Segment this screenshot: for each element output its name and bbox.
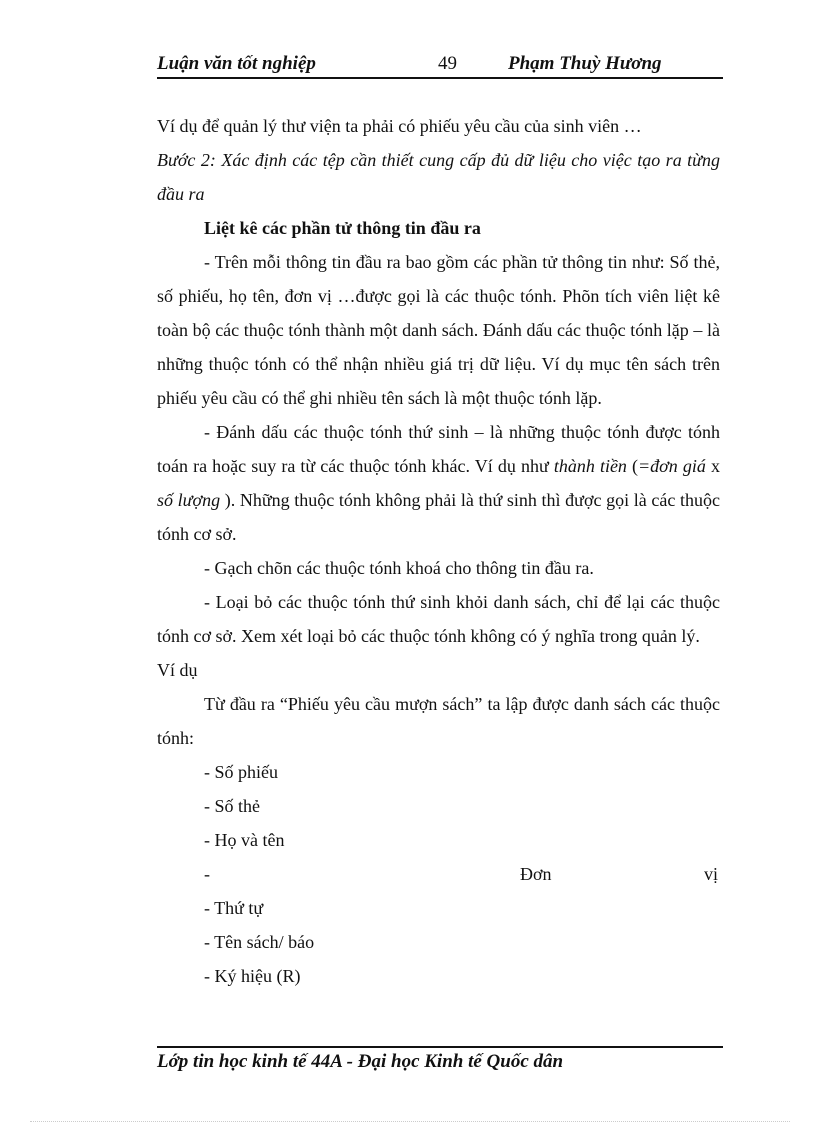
section-heading: Liệt kê các phần tử thông tin đầu ra — [204, 218, 481, 238]
page-header — [157, 52, 723, 78]
list-word-vi: vị — [703, 864, 718, 884]
p4-text-1: - Đánh dấu các thuộc tónh thứ sinh – là những thuộc tónh được tónh toán ra hoặc suy ra từ các thuộc tónh khác. Ví dụ như — [157, 422, 720, 476]
step-2-paragraph: Bước 2: Xác định các tệp cần thiết cung cấp đủ dữ liệu cho việc tạo ra từng đầu ra — [157, 150, 720, 204]
paragraph-example: Từ đầu ra “Phiếu yêu cầu mượn sách” ta lập được danh sách các thuộc tónh: — [157, 694, 720, 748]
list-item: - Thứ tự — [204, 898, 264, 918]
p4-emphasis-1: thành tiền — [553, 456, 627, 476]
header-title: Luận văn tốt nghiệp — [157, 53, 316, 74]
page-footer: Lớp tin học kinh tế 44A - Đại học Kinh tế Quốc dân — [157, 1051, 564, 1072]
page-edge-dotted-line — [30, 1121, 790, 1122]
list-item: - Số phiếu — [204, 762, 278, 782]
list-item: - Số thẻ — [204, 796, 260, 816]
example-label: Ví dụ — [157, 660, 198, 680]
list-item: - Tên sách/ báo — [204, 932, 315, 952]
p4-text-2: ( — [626, 456, 639, 476]
list-item: - Ký hiệu (R) — [204, 966, 301, 986]
footer-rule — [157, 1046, 723, 1048]
list-dash: - — [204, 864, 210, 884]
paragraph-attributes: - Trên mỗi thông tin đầu ra bao gồm các phần tử thông tin như: Số thẻ, số phiếu, họ tên, đơn vị …được gọi là các thuộc tónh. Phõn tích viên liệt kê toàn bộ các thuộc tónh thành một danh sách. Đánh dấu các thuộc tónh lặp – là những thuộc tónh có thể nhận nhiều giá trị dữ liệu. Ví dụ mục tên sách trên phiếu yêu cầu có thể ghi nhiều tên sách là một thuộc tónh lặp. — [157, 252, 720, 408]
document-body — [157, 109, 720, 993]
paragraph-key-attributes: - Gạch chõn các thuộc tónh khoá cho thông tin đầu ra. — [204, 558, 594, 578]
list-item-spread — [157, 857, 720, 891]
page-number: 49 — [438, 53, 457, 74]
p4-text-4: ). Những thuộc tónh không phải là thứ sinh thì được gọi là các thuộc tónh cơ sở. — [157, 490, 720, 544]
paragraph-remove-derived: - Loại bỏ các thuộc tónh thứ sinh khỏi danh sách, chỉ để lại các thuộc tónh cơ sở. Xem xét loại bỏ các thuộc tónh không có ý nghĩa trong quản lý. — [157, 592, 720, 646]
paragraph-intro: Ví dụ để quản lý thư viện ta phải có phiếu yêu cầu của sinh viên … — [157, 116, 642, 136]
list-word-don: Đơn — [520, 864, 552, 884]
header-author: Phạm Thuỳ Hương — [508, 53, 662, 74]
header-rule — [157, 77, 723, 79]
p4-emphasis-2: =đơn giá — [638, 456, 706, 476]
p4-text-3: x — [705, 456, 720, 476]
paragraph-derived-attributes — [157, 415, 720, 551]
p4-emphasis-3: số lượng — [157, 490, 221, 510]
list-item: - Họ và tên — [204, 830, 285, 850]
